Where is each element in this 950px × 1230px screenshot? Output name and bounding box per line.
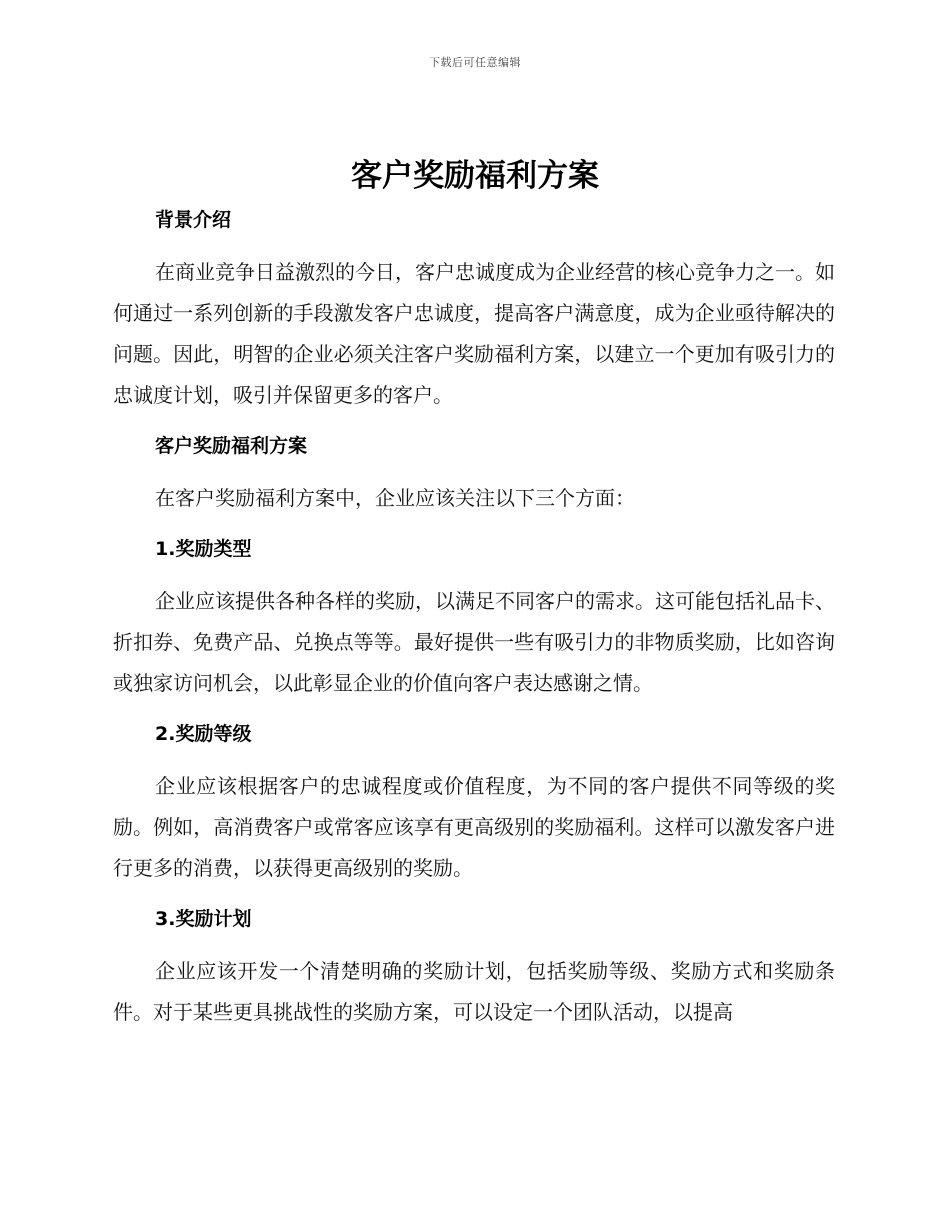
section-paragraph-reward-levels: 企业应该根据客户的忠诚程度或价值程度，为不同的客户提供不同等级的奖励。例如，高消费客户或常客应该享有更高级别的奖励福利。这样可以激发客户进行更多的消费，以获得更高级别的奖励。: [113, 774, 835, 880]
document-title: 客户奖励福利方案: [351, 158, 599, 194]
header-note: 下载后可任意编辑: [429, 56, 521, 69]
section-paragraph-plan: 在客户奖励福利方案中，企业应该关注以下三个方面：: [155, 486, 635, 510]
section-heading-reward-levels: 2.奖励等级: [155, 723, 252, 745]
section-paragraph-background: 在商业竞争日益激烈的今日，客户忠诚度成为企业经营的核心竞争力之一。如何通过一系列创新的手段激发客户忠诚度，提高客户满意度，成为企业亟待解决的问题。因此，明智的企业必须关注客户奖励福利方案，以建立一个更加有吸引力的忠诚度计划，吸引并保留更多的客户。: [113, 260, 835, 407]
section-heading-plan: 客户奖励福利方案: [155, 435, 308, 457]
document-body: [113, 200, 835, 1033]
section-paragraph-reward-program: 企业应该开发一个清楚明确的奖励计划，包括奖励等级、奖励方式和奖励条件。对于某些更具挑战性的奖励方案，可以设定一个团队活动，以提高: [113, 959, 835, 1024]
section-paragraph-reward-types: 企业应该提供各种各样的奖励，以满足不同客户的需求。这可能包括礼品卡、折扣券、免费产品、兑换点等等。最好提供一些有吸引力的非物质奖励，比如咨询或独家访问机会，以此彰显企业的价值向客户表达感谢之情。: [113, 589, 835, 695]
section-heading-reward-types: 1.奖励类型: [155, 538, 252, 560]
section-heading-reward-program: 3.奖励计划: [155, 908, 252, 930]
section-heading-background: 背景介绍: [155, 209, 232, 231]
